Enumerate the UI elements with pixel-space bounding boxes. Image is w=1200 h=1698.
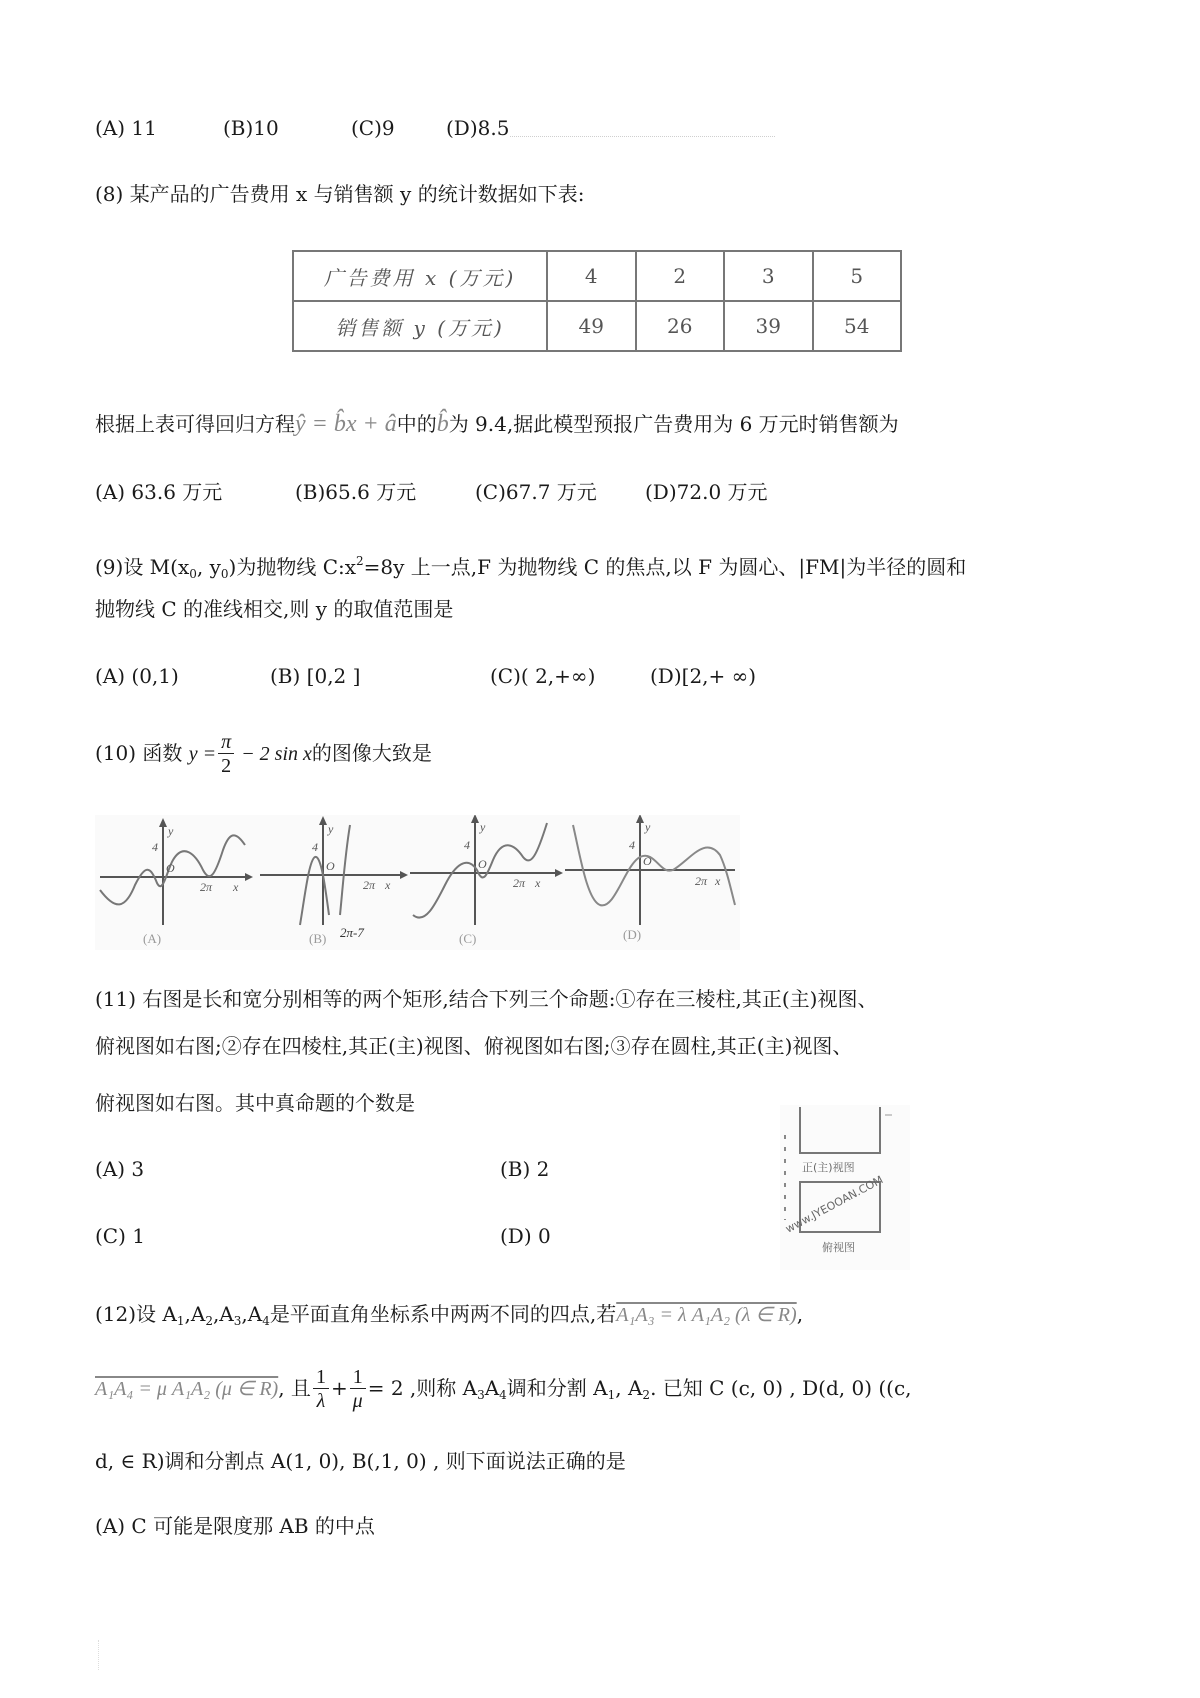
row-header-x: 广告费用 x (万元)	[293, 251, 547, 301]
dotted-rule	[510, 136, 775, 137]
watermark: www.JYEOOAN.COM	[783, 1173, 886, 1236]
tick-label-4: 4	[629, 838, 635, 852]
fraction-numerator: 1	[313, 1366, 329, 1389]
q12-text: ,	[796, 1302, 804, 1326]
subscript: 0	[189, 567, 197, 581]
graph-label-a: (A)	[143, 931, 162, 946]
q10-y-eq: y =	[188, 743, 217, 765]
origin-label: O	[478, 857, 487, 871]
handwritten-note: 2π-7	[340, 925, 364, 940]
q9-text: )为抛物线 C:x	[228, 555, 357, 579]
tick-label-4: 4	[312, 840, 318, 854]
front-view-caption: 正(主)视图	[802, 1161, 855, 1174]
q8-option-a: (A) 63.6 万元	[95, 480, 223, 504]
table-cell: 2	[636, 251, 725, 301]
q12-line-2: A₁A₄ = μ A₁A₂ (μ ∈ R), 且 $\frac{1}{\lambda}$ + $\frac{1}{\mu}$ = 2 ,则称 $A_3A_4$调和分割 $A_1$, $A_2$. 已知 C (c, 0) , D(d, 0) ((c,	[95, 1366, 912, 1412]
fraction-denominator: μ	[352, 1390, 363, 1412]
graph-label-b: (B)	[309, 931, 327, 946]
one-over-mu	[350, 1366, 366, 1413]
q12-text: . 已知 C (c, 0) , D(d, 0) ((c,	[650, 1376, 912, 1400]
tick-label-4: 4	[464, 838, 470, 852]
q12-text: , 且	[278, 1376, 311, 1400]
q10-graph-options	[95, 815, 740, 950]
fraction-denominator: λ	[316, 1390, 326, 1412]
tick-label-4: 4	[152, 840, 158, 854]
vector-equation-mu: A₁A₄ = μ A₁A₂ (μ ∈ R)	[95, 1378, 279, 1400]
q8-options	[95, 478, 768, 506]
origin-label: O	[326, 859, 335, 873]
q11-line-3: 俯视图如右图。其中真命题的个数是	[95, 1091, 415, 1115]
pi-over-2-fraction	[218, 731, 234, 778]
q10-suffix: 的图像大致是	[311, 741, 432, 765]
subscript: 4	[499, 1388, 507, 1402]
q7-option-a: (A) 11	[95, 116, 157, 140]
q10-prefix: (10) 函数	[95, 741, 189, 765]
q12-text: (12)设 A	[95, 1302, 177, 1326]
q10-stem	[95, 728, 432, 779]
subscript: 2	[205, 1314, 213, 1328]
subscript: 2	[642, 1388, 651, 1402]
subscript: 4	[262, 1314, 270, 1328]
axis-label-x: x	[535, 876, 541, 890]
q12-line-1	[95, 1300, 803, 1335]
q9-option-a: (A) (0,1)	[95, 664, 179, 688]
q11-three-view-figure	[780, 1105, 910, 1270]
q11-line-2: 俯视图如右图;②存在四棱柱,其正(主)视图、俯视图如右图;③存在圆柱,其正(主)视图、	[95, 1034, 853, 1058]
table-cell: 4	[547, 251, 636, 301]
q8-option-b: (B)65.6 万元	[295, 480, 417, 504]
q9-line-2: 抛物线 C 的准线相交,则 y 的取值范围是	[95, 597, 454, 621]
q7-option-b: (B)10	[223, 116, 279, 140]
row-header-y: 销售额 y (万元)	[293, 301, 547, 351]
q9-text: (9)设 M(x	[95, 555, 190, 579]
b-hat-symbol: b̂	[436, 411, 449, 437]
graph-label-d: (D)	[623, 927, 642, 942]
q11-option-b: (B) 2	[500, 1157, 550, 1181]
origin-label: O	[166, 861, 175, 875]
subscript: 3	[477, 1388, 485, 1402]
tick-label-2pi: 2π	[363, 878, 376, 892]
q12-text: A	[484, 1376, 500, 1400]
subscript: 1	[176, 1314, 185, 1328]
q11-line-1: (11) 右图是长和宽分别相等的两个矩形,结合下列三个命题:①存在三棱柱,其正(主)视图、	[95, 987, 878, 1011]
subscript: 1	[607, 1388, 616, 1402]
fraction-denominator: 2	[221, 755, 232, 777]
axis-label-x: x	[233, 880, 239, 894]
tick-label-2pi: 2π	[200, 880, 213, 894]
graph-label-c: (C)	[459, 931, 477, 946]
q12-text: ,A	[212, 1302, 234, 1326]
q7-option-d: (D)8.5	[446, 116, 510, 140]
q7-option-c: (C)9	[351, 116, 395, 140]
q8-option-c: (C)67.7 万元	[475, 480, 597, 504]
table-cell: 5	[813, 251, 902, 301]
dotted-mark	[98, 1640, 101, 1670]
q10-rest: − 2 sin x	[236, 743, 312, 765]
subscript: 0	[220, 567, 229, 581]
q8-option-d: (D)72.0 万元	[645, 480, 768, 504]
q12-text: = 2 ,则称 A	[367, 1376, 478, 1400]
q8-text-mid: 中的	[396, 412, 437, 436]
table-row-x	[293, 251, 901, 301]
q8-stem: (8) 某产品的广告费用 x 与销售额 y 的统计数据如下表:	[95, 182, 585, 206]
table-cell: 49	[547, 301, 636, 351]
q9-line-1	[95, 547, 966, 588]
q12-text: ,A	[241, 1302, 263, 1326]
table-cell: 26	[636, 301, 725, 351]
q12-text: 调和分割 A	[506, 1376, 608, 1400]
q11-option-c: (C) 1	[95, 1224, 145, 1248]
axis-label-y: y	[480, 820, 486, 834]
table-cell: 39	[724, 301, 813, 351]
q11-option-d: (D) 0	[500, 1224, 551, 1248]
three-view-svg	[780, 1105, 910, 1270]
axis-label-y: y	[168, 824, 174, 838]
superscript: 2	[356, 554, 364, 568]
q9-option-c: (C)( 2,+∞)	[490, 664, 596, 688]
fraction-numerator: π	[218, 731, 234, 754]
subscript: 3	[233, 1314, 242, 1328]
fraction-numerator: 1	[350, 1366, 366, 1389]
table-row-y	[293, 301, 901, 351]
q9-text: =8y 上一点,F 为抛物线 C 的焦点,以 F 为圆心、|FM|为半径的圆和	[363, 555, 967, 579]
q9-option-d: (D)[2,+ ∞)	[650, 664, 757, 688]
tick-label-2pi: 2π	[513, 876, 526, 890]
graph-strip	[95, 815, 740, 950]
axis-label-y: y	[328, 822, 334, 836]
axis-label-x: x	[715, 874, 721, 888]
axis-label-x: x	[385, 878, 391, 892]
q8-text-after: 为 9.4,据此模型预报广告费用为 6 万元时销售额为	[448, 412, 899, 436]
scan-background	[95, 815, 740, 950]
table-cell: 54	[813, 301, 902, 351]
q12-line-3: d, ∈ R)调和分割点 A(1, 0), B(,1, 0) , 则下面说法正确的是	[95, 1449, 626, 1473]
q12-option-a: (A) C 可能是限度那 AB 的中点	[95, 1514, 375, 1538]
q11-options-row-1	[95, 1155, 549, 1183]
q9-options	[95, 662, 756, 690]
q9-option-b: (B) [0,2 ]	[270, 664, 361, 688]
one-over-lambda	[313, 1366, 329, 1413]
q11-options-row-2	[95, 1222, 551, 1250]
vector-equation-lambda: A₁A₃ = λ A₁A₂ (λ ∈ R)	[616, 1304, 797, 1326]
q9-text: , y	[196, 555, 221, 579]
q12-text: ,A	[184, 1302, 206, 1326]
regression-equation: ŷ = b̂x + â	[295, 411, 397, 437]
tick-label-2pi: 2π	[695, 874, 708, 888]
q11-option-a: (A) 3	[95, 1157, 145, 1181]
q8-text-before: 根据上表可得回归方程	[95, 412, 295, 436]
q7-options	[95, 114, 509, 142]
q12-text: 是平面直角坐标系中两两不同的四点,若	[269, 1302, 617, 1326]
q12-text: , A	[615, 1376, 643, 1400]
top-view-caption: 俯视图	[822, 1241, 855, 1254]
q8-data-table	[292, 250, 912, 358]
table-cell: 3	[724, 251, 813, 301]
origin-label: O	[643, 854, 652, 868]
axis-label-y: y	[645, 820, 651, 834]
q8-regression-text	[95, 410, 899, 438]
